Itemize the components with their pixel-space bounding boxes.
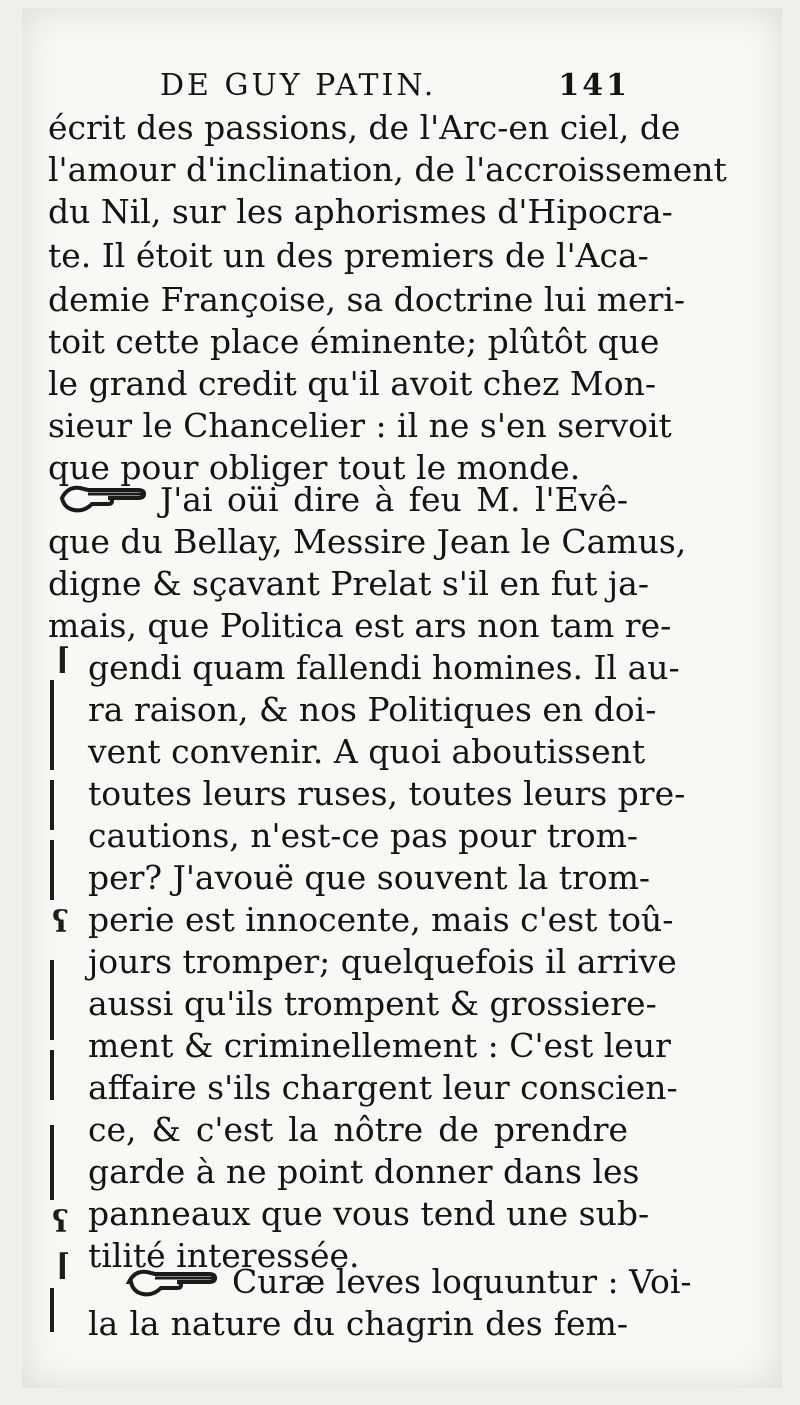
pointing-hand-icon (58, 480, 153, 516)
text-line: te. Il étoit un des premiers de l'Aca- (48, 236, 649, 275)
margin-rule (50, 1288, 66, 1332)
text-line: panneaux que vous tend une sub- (88, 1194, 650, 1233)
margin-rule (50, 960, 66, 1040)
text-line: tilité interessée. (88, 1236, 360, 1275)
margin-bracket-icon: ʕ (52, 1205, 69, 1240)
margin-rule (50, 1050, 66, 1100)
text-line: que pour obliger tout le monde. (48, 448, 581, 487)
text-line: le grand credit qu'il avoit chez Mon- (48, 364, 656, 403)
text-line: perie est innocente, mais c'est toû- (88, 900, 674, 939)
text-line: demie Françoise, sa doctrine lui meri- (48, 280, 686, 319)
text-line: jours tromper; quelquefois il arrive (88, 942, 677, 981)
running-title: DE GUY PATIN. (160, 68, 437, 103)
running-header (160, 68, 630, 108)
margin-bracket-icon: ⌈ (56, 642, 71, 677)
text-line: ment & criminellement : C'est leur (88, 1026, 671, 1065)
text-line: toutes leurs ruses, toutes leurs pre- (88, 774, 686, 813)
text-line: garde à ne point donner dans les (88, 1152, 640, 1191)
margin-rule (50, 1125, 66, 1200)
text-line: sieur le Chancelier : il ne s'en servoit (48, 406, 672, 445)
text-line: per? J'avouë que souvent la trom- (88, 858, 651, 897)
margin-rule (50, 780, 66, 830)
margin-bracket-icon: ʕ (52, 905, 69, 940)
margin-rule (50, 680, 66, 770)
pointing-hand-icon (125, 1264, 225, 1300)
text-line: digne & sçavant Prelat s'il en fut ja- (48, 564, 649, 603)
text-line: Curæ leves loquuntur : Voi- (232, 1262, 692, 1301)
margin-rule (50, 840, 66, 900)
text-line: J'ai oüi dire à feu M. l'Evê- (160, 480, 628, 519)
text-line: la la nature du chagrin des fem- (88, 1304, 628, 1343)
text-line: mais, que Politica est ars non tam re- (48, 606, 672, 645)
text-line: aussi qu'ils trompent & grossiere- (88, 984, 657, 1023)
text-line: cautions, n'est-ce pas pour trom- (88, 816, 639, 855)
text-line: que du Bellay, Messire Jean le Camus, (48, 522, 687, 561)
margin-bracket-icon: ⌈ (56, 1248, 71, 1283)
text-line: gendi quam fallendi homines. Il au- (88, 648, 680, 687)
text-line: du Nil, sur les aphorismes d'Hipocra- (48, 192, 673, 231)
text-line: l'amour d'inclination, de l'accroissement (48, 150, 727, 189)
text-line: ce, & c'est la nôtre de prendre (88, 1110, 628, 1149)
page-number: 141 (558, 68, 630, 103)
text-line: affaire s'ils chargent leur conscien- (88, 1068, 678, 1107)
text-line: écrit des passions, de l'Arc-en ciel, de (48, 108, 681, 147)
text-line: vent convenir. A quoi aboutissent (88, 732, 646, 771)
text-line: ra raison, & nos Politiques en doi- (88, 690, 657, 729)
text-line: toit cette place éminente; plûtôt que (48, 322, 660, 361)
